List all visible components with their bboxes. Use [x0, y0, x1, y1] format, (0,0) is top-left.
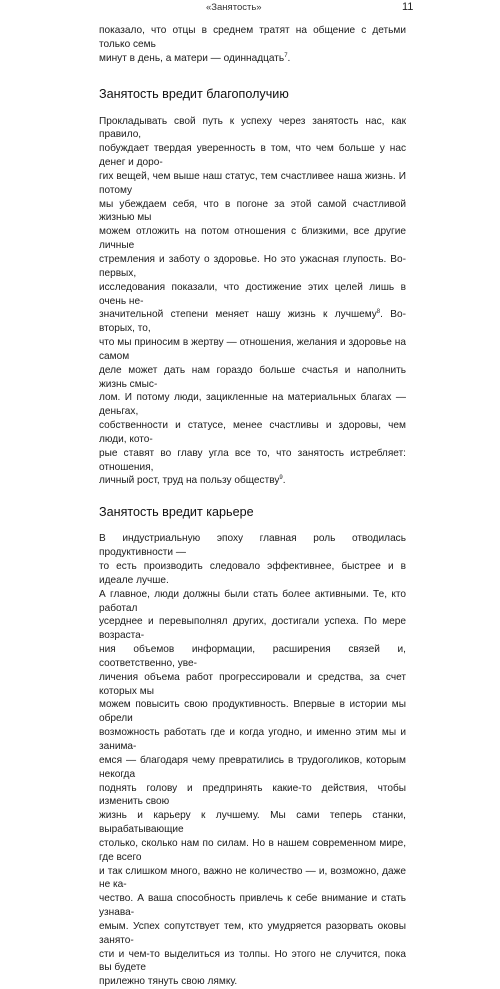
intro-text: показало, что отцы в среднем тратят на общение с детьми только семь минут в день, а матери — одиннадцать [99, 25, 406, 64]
wellbeing-text-part1: Прокладывать свой путь к успеху через занятость нас, как правило, побуждает твердая уверенность в том, что чем больше у нас денег и доро- гих вещей, чем выше наш статус, тем счастливее наша жизнь. И потому мы убеждаем себя, что в погоне за этой самой счастливой жизнью мы можем отложить на потом отношения с близкими, все другие личные стремления и заботу о здоровье. Но это ужасная глупость. Во-первых, исследования показали, что достижение этих целей лишь в очень не- значительной степени меняет нашу жизнь к лучшему [99, 115, 406, 321]
section-heading-career: Занятость вредит карьере [99, 505, 254, 520]
section-heading-wellbeing: Занятость вредит благополучию [99, 86, 289, 101]
section-career-paragraph: В индустриальную эпоху главная роль отводилась продуктивности — то есть производить следовало эффективнее, быстрее и в идеале лучше. А главное, люди должны были стать более активными. Те, кто работал усерднее и перевыполнял других, достигали успеха. По мере возраста- ния объемов информации, расширения связей и, соответственно, уве- личения объема работ прогрессировали и средства, за счет которых мы можем повысить свою продуктивность. Впервые в истории мы обрели возможность работать где и когда угодно, и именно этим мы и занима- емся — благодаря чему превратились в трудоголиков, которым некогда поднять голову и предпринять какие-то действия, чтобы изменить свою жизнь и карьеру к лучшему. Мы сами теперь станки, вырабатывающие столько, сколько нам по силам. Но в нашем современном мире, где всего и так слишком много, важно не количество — и, возможно, даже не ка- чество. А ваша способность привлечь к себе внимание и стать узнава- емым. Успех сопутствует тем, кто умудряется разорвать оковы занято- сти и чем-то выделиться из толпы. Но этого не случится, пока вы будете прилежно тянуть свою лямку. [99, 533, 406, 988]
page-number: 11 [402, 1, 414, 13]
page-body [99, 24, 406, 989]
wellbeing-text-part2: . Во-вторых, то, что мы приносим в жертву — отношения, желания и здоровье на самом деле может дать нам гораздо больше счастья и наполнить жизнь смыс- лом. И потому люди, зацикленные на материальных благах — деньгах, собственности и статусе, менее счастливы и здоровы, чем люди, кото- рые ставят во главу угла все то, что занятость истребляет: отношения, личный рост, труд на пользу обществу [99, 309, 406, 487]
running-head [0, 2, 500, 14]
wellbeing-text-part3: . [282, 475, 286, 487]
footnote-ref-7: 7 [284, 52, 288, 59]
intro-tail: . [287, 52, 291, 64]
running-title: «Занятость» [206, 2, 262, 13]
footnote-ref-9: 9 [279, 475, 283, 482]
section-wellbeing-paragraph [99, 115, 406, 489]
intro-paragraph [99, 24, 406, 66]
footnote-ref-8: 8 [376, 309, 381, 316]
